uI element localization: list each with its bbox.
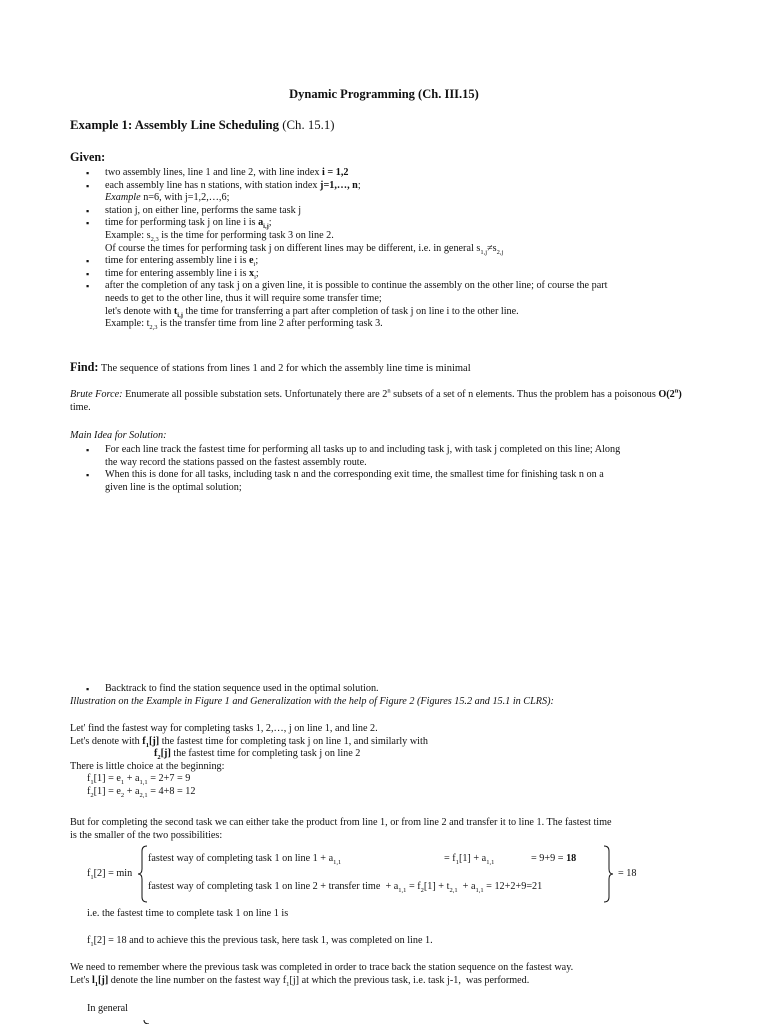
list-item: ▪ time for entering assembly line i is $e_i$; [84,255,704,268]
trace-back-paragraph: We need to remember where the previous task was completed in order to trace back the station sequence on the fastest way. Let's $l_1[j]$ denote the line number on the fastest way $f_1[j]$ at which the previous task, i.e. task j-1, was performed. [70,962,574,988]
main-idea-list [84,444,704,494]
given-label: Given: [70,150,106,164]
find-label: Find: [70,360,99,374]
list-item: ▪ after the completion of any task j on a given line, it is possible to continue the assembly on the other line; of course the part [84,280,704,293]
list-item: ▪ time for performing task j on line i is $a_{i,j}$; [84,217,704,230]
list-item: ▪ station j, on either line, performs the same task j [84,205,704,218]
list-item: ▪ Backtrack to find the station sequence used in the optimal solution. [84,683,704,696]
list-item: given line is the optimal solution; [105,481,242,493]
equation-row-1-mid: = $f_1[1] + a_{1,1}$ [444,853,495,867]
page-title: Dynamic Programming (Ch. III.15) [289,87,479,101]
after-equation-line-1: i.e. the fastest time to complete task 1 on line 1 is [87,908,289,919]
example-heading-bold: Example 1: Assembly Line Scheduling [70,118,280,132]
example-heading-ref: (Ch. 15.1) [279,118,335,132]
find-statement [70,361,471,376]
fastest-way-paragraph: Let' find the fastest way for completing tasks 1, 2,…, j on line 1, and line 2. Let's denote with $f_1[j]$ the fastest time for completing task j on line 1, and similarly with $f_2[j]$ the fastest time for completing task j on line 2 There is little choice at the beginning: $f_1[1] = e_1 + a_{1,1} = 2+7 = 9$ $f_2[1] = e_2 + a_{2,1} = 4+8 = 12$ [70,723,428,799]
second-task-paragraph: But for completing the second task we can either take the product from line 1, or from line 2 and transfer it to line 1. The fastest time is the smaller of the two possibilities: [70,817,612,841]
equation-row-2: fastest way of completing task 1 on line 2 + transfer time + $a_{1,1} = f_2[1] + t_{2,1} + a_{1,1} = 12+2+9=21$ [148,881,543,895]
brute-force-paragraph: Brute Force: Enumerate all possible substation sets. Unfortunately there are 2$^n$ subsets of a set of n elements. Thus the problem has a poisonous O(2$^n$) time. [70,387,682,413]
list-item: ▪ two assembly lines, line 1 and line 2, with line index i = 1,2 [84,167,704,180]
list-item: Example n=6, with j=1,2,…,6; [105,192,230,204]
right-brace [603,845,613,903]
brace-fragment [140,1018,150,1024]
backtrack-list [84,683,704,696]
main-idea-label: Main Idea for Solution: [70,430,167,441]
list-item: let's denote with $t_{i,j}$ the time for transferring a part after completion of task j on line i to the other line. [105,305,519,319]
illustration-caption: Illustration on the Example in Figure 1 and Generalization with the help of Figure 2 (Figures 15.2 and 15.1 in CLRS): [70,696,554,707]
list-item: Example: $t_{2,3}$ is the transfer time from line 2 after performing task 3. [105,318,383,332]
left-brace [138,845,148,903]
list-item: needs to get to the other line, thus it will require some transfer time; [105,292,382,304]
list-item: ▪ When this is done for all tasks, including task n and the corresponding exit time, the smallest time for finishing task n on a [84,469,704,482]
equation-row-1-value: = 9+9 = 18 [531,853,577,864]
find-text: The sequence of stations from lines 1 and 2 for which the assembly line time is minimal [98,363,471,374]
list-item: Example: $s_{2,3}$ is the time for performing task 3 on line 2. [105,229,334,243]
equation-row-1: fastest way of completing task 1 on line $1 + a_{1,1}$ [148,853,342,867]
list-item: the way record the stations passed on the fastest assembly route. [105,456,367,468]
list-item: ▪ For each line track the fastest time for performing all tasks up to and including task j, with task j completed on this line; Along [84,444,704,457]
list-item: Of course the times for performing task j on different lines may be different, i.e. in general $s_{1,j}\ne s_{2,j}$ [105,242,504,256]
in-general-label: In general [87,1003,129,1014]
example-heading [70,119,335,132]
equation-rhs: = 18 [618,868,637,879]
list-item: ▪ time for entering assembly line i is $x_i$; [84,268,704,281]
after-equation-line-2: $f_1[2] = 18$ and to achieve this the previous task, here task 1, was completed on line 1. [87,935,433,949]
given-list [84,167,704,331]
list-item: ▪ each assembly line has n stations, with station index j=1,…, n; [84,180,704,193]
equation-lhs: $f_1[2] = \min$ [87,868,133,882]
